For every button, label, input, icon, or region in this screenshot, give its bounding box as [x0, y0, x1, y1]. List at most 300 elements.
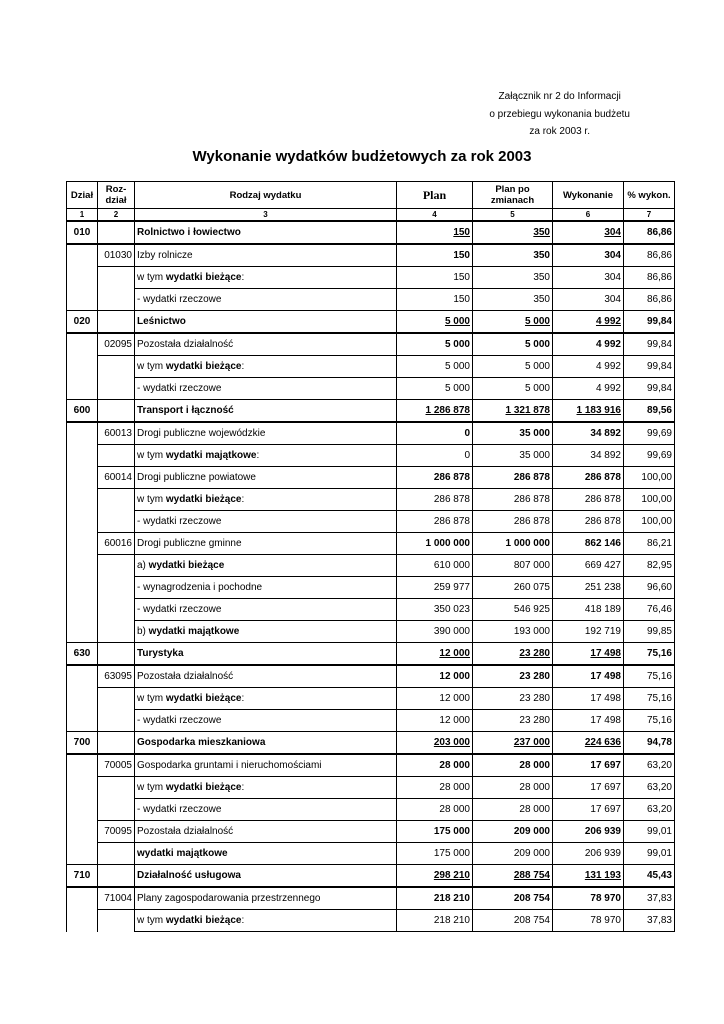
detail-bold: wydatki bieżące — [165, 272, 242, 283]
cell-plan: 28 000 — [397, 799, 473, 821]
cell-proc: 86,86 — [624, 289, 675, 311]
detail-prefix: - wydatki rzeczowe — [137, 383, 222, 394]
detail-row — [67, 445, 675, 467]
col-number: 2 — [98, 209, 135, 222]
cell-proc: 100,00 — [624, 489, 675, 511]
annex-line-3: za rok 2003 r. — [529, 126, 590, 137]
cell-plan-value: 1 286 878 — [425, 405, 470, 416]
cell-dzial — [67, 378, 98, 400]
cell-wykonanie: 206 939 — [553, 843, 624, 865]
detail-suffix: : — [241, 693, 245, 704]
annex-line-1: Załącznik nr 2 do Informacji — [498, 91, 621, 102]
cell-plan: 28 000 — [397, 754, 473, 777]
cell-plan-po: 28 000 — [473, 777, 553, 799]
cell-dzial — [67, 555, 98, 577]
cell-rozdzial — [98, 621, 135, 643]
cell-plan-value: 203 000 — [433, 737, 470, 748]
subsection-row — [67, 333, 675, 356]
cell-dzial — [67, 467, 98, 489]
cell-rodzaj — [135, 843, 397, 865]
cell-dzial — [67, 533, 98, 555]
cell-plan: 610 000 — [397, 555, 473, 577]
cell-proc: 37,83 — [624, 887, 675, 910]
cell-rodzaj: Drogi publiczne wojewódzkie — [135, 422, 397, 445]
cell-proc: 99,69 — [624, 422, 675, 445]
cell-rodzaj: Turystyka — [135, 643, 397, 666]
cell-plan-po: 5 000 — [473, 333, 553, 356]
cell-rozdzial — [98, 489, 135, 511]
cell-plan: 350 023 — [397, 599, 473, 621]
cell-rozdzial — [98, 910, 135, 932]
cell-plan: 175 000 — [397, 843, 473, 865]
detail-row — [67, 289, 675, 311]
cell-plan-po-value: 237 000 — [513, 737, 550, 748]
header-wykonanie: Wykonanie — [553, 182, 624, 209]
cell-plan-po: 35 000 — [473, 422, 553, 445]
cell-plan-po: 286 878 — [473, 489, 553, 511]
cell-rozdzial — [98, 378, 135, 400]
cell-plan-po-value: 5 000 — [524, 316, 550, 327]
cell-plan-po: 193 000 — [473, 621, 553, 643]
detail-prefix: b) — [137, 626, 149, 637]
cell-wykonanie: 17 498 — [553, 710, 624, 732]
cell-plan — [397, 311, 473, 334]
cell-dzial — [67, 422, 98, 445]
cell-rodzaj — [135, 688, 397, 710]
cell-rodzaj — [135, 445, 397, 467]
cell-plan-po: 28 000 — [473, 799, 553, 821]
cell-plan: 259 977 — [397, 577, 473, 599]
cell-dzial: 630 — [67, 643, 98, 666]
cell-proc: 63,20 — [624, 754, 675, 777]
cell-wykonanie: 304 — [553, 244, 624, 267]
cell-plan-po — [473, 643, 553, 666]
col-number: 1 — [67, 209, 98, 222]
cell-proc: 63,20 — [624, 799, 675, 821]
cell-plan-po: 5 000 — [473, 378, 553, 400]
header-plan: Plan — [397, 182, 473, 209]
detail-bold: wydatki bieżące — [165, 361, 242, 372]
detail-row — [67, 378, 675, 400]
cell-rozdzial: 01030 — [98, 244, 135, 267]
cell-plan: 28 000 — [397, 777, 473, 799]
cell-dzial — [67, 821, 98, 843]
cell-plan-value: 298 210 — [433, 870, 470, 881]
cell-rozdzial — [98, 221, 135, 244]
cell-proc: 37,83 — [624, 910, 675, 932]
cell-proc: 96,60 — [624, 577, 675, 599]
cell-rozdzial — [98, 710, 135, 732]
cell-plan-po-value: 350 — [533, 227, 550, 238]
cell-wykonanie: 17 498 — [553, 688, 624, 710]
header-plan-po: Plan po zmianach — [473, 182, 553, 209]
cell-plan-po: 286 878 — [473, 511, 553, 533]
cell-proc: 86,86 — [624, 244, 675, 267]
detail-bold: wydatki majątkowe — [137, 848, 228, 859]
detail-suffix: : — [241, 915, 245, 926]
page-title: Wykonanie wydatków budżetowych za rok 2003 — [192, 148, 532, 165]
subsection-row — [67, 244, 675, 267]
cell-plan — [397, 221, 473, 244]
cell-proc: 99,84 — [624, 378, 675, 400]
detail-prefix: - wydatki rzeczowe — [137, 604, 222, 615]
cell-plan-po: 546 925 — [473, 599, 553, 621]
cell-plan-po-value: 23 280 — [519, 648, 550, 659]
detail-bold: wydatki bieżące — [165, 494, 242, 505]
col-number: 5 — [473, 209, 553, 222]
cell-dzial — [67, 710, 98, 732]
cell-wykonanie: 17 697 — [553, 754, 624, 777]
column-number-row — [67, 209, 675, 222]
detail-row — [67, 577, 675, 599]
cell-dzial — [67, 843, 98, 865]
cell-wykonanie: 34 892 — [553, 422, 624, 445]
cell-plan-po: 350 — [473, 244, 553, 267]
detail-row — [67, 267, 675, 289]
cell-plan-po — [473, 221, 553, 244]
cell-plan: 390 000 — [397, 621, 473, 643]
header-dzial: Dział — [67, 182, 98, 209]
detail-suffix: : — [241, 494, 245, 505]
cell-rozdzial: 60013 — [98, 422, 135, 445]
cell-rodzaj: Transport i łączność — [135, 400, 397, 423]
cell-rozdzial — [98, 843, 135, 865]
cell-rodzaj: Pozostała działalność — [135, 333, 397, 356]
col-number: 3 — [135, 209, 397, 222]
cell-proc: 75,16 — [624, 665, 675, 688]
cell-rozdzial: 02095 — [98, 333, 135, 356]
cell-rozdzial: 71004 — [98, 887, 135, 910]
cell-dzial — [67, 688, 98, 710]
cell-plan-value: 12 000 — [439, 648, 470, 659]
cell-plan: 286 878 — [397, 467, 473, 489]
col-number: 6 — [553, 209, 624, 222]
cell-plan: 150 — [397, 244, 473, 267]
cell-rodzaj — [135, 356, 397, 378]
cell-plan-po: 209 000 — [473, 821, 553, 843]
cell-dzial: 710 — [67, 865, 98, 888]
detail-row — [67, 621, 675, 643]
cell-rodzaj: Izby rolnicze — [135, 244, 397, 267]
section-row — [67, 221, 675, 244]
cell-rodzaj: Drogi publiczne powiatowe — [135, 467, 397, 489]
cell-wykonanie: 34 892 — [553, 445, 624, 467]
detail-prefix: - wydatki rzeczowe — [137, 715, 222, 726]
cell-dzial: 600 — [67, 400, 98, 423]
cell-wykonanie: 251 238 — [553, 577, 624, 599]
cell-dzial — [67, 599, 98, 621]
cell-proc: 75,16 — [624, 688, 675, 710]
cell-plan: 286 878 — [397, 511, 473, 533]
cell-wykonanie: 192 719 — [553, 621, 624, 643]
cell-rodzaj: Gospodarka gruntami i nieruchomościami — [135, 754, 397, 777]
cell-dzial — [67, 289, 98, 311]
cell-proc: 89,56 — [624, 400, 675, 423]
subsection-row — [67, 665, 675, 688]
cell-proc: 94,78 — [624, 732, 675, 755]
cell-dzial — [67, 267, 98, 289]
cell-proc: 45,43 — [624, 865, 675, 888]
cell-proc: 82,95 — [624, 555, 675, 577]
cell-proc: 99,84 — [624, 311, 675, 334]
cell-wykonanie-value: 224 636 — [584, 737, 621, 748]
cell-plan-po: 260 075 — [473, 577, 553, 599]
cell-dzial — [67, 665, 98, 688]
cell-wykonanie-value: 1 183 916 — [576, 405, 621, 416]
section-row — [67, 400, 675, 423]
cell-wykonanie — [553, 400, 624, 423]
detail-prefix: w tym — [137, 272, 166, 283]
cell-plan — [397, 732, 473, 755]
cell-rodzaj — [135, 710, 397, 732]
detail-row — [67, 910, 675, 932]
cell-wykonanie: 206 939 — [553, 821, 624, 843]
cell-plan: 218 210 — [397, 910, 473, 932]
cell-proc: 86,21 — [624, 533, 675, 555]
detail-bold: wydatki bieżące — [165, 782, 242, 793]
cell-wykonanie: 286 878 — [553, 467, 624, 489]
cell-dzial — [67, 777, 98, 799]
cell-proc: 100,00 — [624, 511, 675, 533]
detail-suffix: : — [241, 272, 245, 283]
cell-proc: 63,20 — [624, 777, 675, 799]
cell-plan — [397, 865, 473, 888]
detail-row — [67, 599, 675, 621]
cell-rodzaj: Drogi publiczne gminne — [135, 533, 397, 555]
cell-rozdzial: 60016 — [98, 533, 135, 555]
cell-rodzaj — [135, 910, 397, 932]
cell-wykonanie: 862 146 — [553, 533, 624, 555]
subsection-row — [67, 821, 675, 843]
cell-wykonanie-value: 17 498 — [590, 648, 621, 659]
cell-wykonanie: 286 878 — [553, 511, 624, 533]
cell-dzial — [67, 910, 98, 932]
detail-bold: wydatki majątkowe — [165, 450, 257, 461]
cell-plan: 5 000 — [397, 356, 473, 378]
cell-plan: 12 000 — [397, 665, 473, 688]
cell-plan-po-value: 288 754 — [513, 870, 550, 881]
cell-wykonanie — [553, 732, 624, 755]
cell-rozdzial — [98, 799, 135, 821]
annex-note — [489, 88, 630, 141]
header-row — [67, 182, 675, 209]
cell-plan-po — [473, 732, 553, 755]
cell-dzial — [67, 489, 98, 511]
detail-prefix: - wydatki rzeczowe — [137, 804, 222, 815]
cell-dzial — [67, 356, 98, 378]
cell-wykonanie: 4 992 — [553, 378, 624, 400]
cell-wykonanie: 669 427 — [553, 555, 624, 577]
detail-prefix: - wydatki rzeczowe — [137, 294, 222, 305]
detail-row — [67, 511, 675, 533]
subsection-row — [67, 754, 675, 777]
cell-rodzaj — [135, 777, 397, 799]
detail-prefix: w tym — [137, 450, 166, 461]
cell-plan-po: 23 280 — [473, 688, 553, 710]
cell-plan-po: 286 878 — [473, 467, 553, 489]
detail-bold: wydatki bieżące — [165, 915, 242, 926]
cell-rozdzial: 63095 — [98, 665, 135, 688]
cell-plan-po: 1 000 000 — [473, 533, 553, 555]
cell-dzial: 020 — [67, 311, 98, 334]
cell-wykonanie: 4 992 — [553, 356, 624, 378]
detail-row — [67, 688, 675, 710]
cell-wykonanie — [553, 643, 624, 666]
section-row — [67, 732, 675, 755]
cell-plan: 5 000 — [397, 378, 473, 400]
subsection-row — [67, 887, 675, 910]
cell-rodzaj — [135, 799, 397, 821]
detail-suffix: : — [241, 361, 245, 372]
cell-rodzaj — [135, 267, 397, 289]
cell-plan — [397, 400, 473, 423]
cell-proc: 99,84 — [624, 356, 675, 378]
cell-plan: 0 — [397, 422, 473, 445]
budget-table — [66, 181, 675, 932]
detail-prefix: w tym — [137, 494, 166, 505]
cell-dzial — [67, 621, 98, 643]
cell-rodzaj: Leśnictwo — [135, 311, 397, 334]
cell-rodzaj — [135, 378, 397, 400]
cell-rozdzial — [98, 688, 135, 710]
cell-rozdzial: 70005 — [98, 754, 135, 777]
cell-rodzaj — [135, 489, 397, 511]
cell-plan: 0 — [397, 445, 473, 467]
cell-wykonanie: 4 992 — [553, 333, 624, 356]
cell-plan-value: 150 — [453, 227, 470, 238]
detail-prefix: a) — [137, 560, 149, 571]
detail-row — [67, 799, 675, 821]
cell-wykonanie: 418 189 — [553, 599, 624, 621]
header-proc: % wykon. — [624, 182, 675, 209]
cell-wykonanie: 17 697 — [553, 777, 624, 799]
cell-rodzaj: Rolnictwo i łowiectwo — [135, 221, 397, 244]
annex-line-2: o przebiegu wykonania budżetu — [489, 108, 630, 120]
cell-wykonanie — [553, 311, 624, 334]
subsection-row — [67, 422, 675, 445]
cell-plan-po: 23 280 — [473, 710, 553, 732]
cell-rodzaj: Pozostała działalność — [135, 821, 397, 843]
cell-plan: 218 210 — [397, 887, 473, 910]
detail-row — [67, 710, 675, 732]
cell-proc: 75,16 — [624, 643, 675, 666]
detail-bold: wydatki bieżące — [165, 693, 242, 704]
cell-plan: 1 000 000 — [397, 533, 473, 555]
cell-rodzaj — [135, 621, 397, 643]
detail-prefix: w tym — [137, 693, 166, 704]
cell-wykonanie: 304 — [553, 267, 624, 289]
cell-proc: 99,01 — [624, 843, 675, 865]
cell-rozdzial — [98, 577, 135, 599]
cell-rozdzial — [98, 445, 135, 467]
col-number: 7 — [624, 209, 675, 222]
cell-rodzaj: Gospodarka mieszkaniowa — [135, 732, 397, 755]
detail-prefix: w tym — [137, 361, 166, 372]
cell-rozdzial — [98, 732, 135, 755]
section-row — [67, 643, 675, 666]
cell-plan-po: 35 000 — [473, 445, 553, 467]
cell-plan: 150 — [397, 267, 473, 289]
cell-wykonanie: 78 970 — [553, 887, 624, 910]
cell-rozdzial — [98, 356, 135, 378]
cell-dzial — [67, 511, 98, 533]
cell-dzial: 700 — [67, 732, 98, 755]
cell-rozdzial — [98, 311, 135, 334]
cell-wykonanie: 286 878 — [553, 489, 624, 511]
detail-prefix: w tym — [137, 782, 166, 793]
cell-plan-value: 5 000 — [444, 316, 470, 327]
detail-row — [67, 777, 675, 799]
col-number: 4 — [397, 209, 473, 222]
detail-suffix: : — [256, 450, 260, 461]
cell-proc: 99,84 — [624, 333, 675, 356]
cell-proc: 75,16 — [624, 710, 675, 732]
section-row — [67, 311, 675, 334]
cell-rodzaj: Działalność usługowa — [135, 865, 397, 888]
cell-wykonanie-value: 304 — [604, 227, 621, 238]
detail-bold: wydatki bieżące — [148, 560, 225, 571]
cell-rodzaj — [135, 577, 397, 599]
cell-plan-po: 350 — [473, 267, 553, 289]
detail-suffix: : — [241, 782, 245, 793]
cell-proc: 99,69 — [624, 445, 675, 467]
cell-dzial — [67, 754, 98, 777]
detail-prefix: - wydatki rzeczowe — [137, 516, 222, 527]
cell-proc: 76,46 — [624, 599, 675, 621]
cell-rodzaj: Pozostała działalność — [135, 665, 397, 688]
detail-row — [67, 843, 675, 865]
section-row — [67, 865, 675, 888]
cell-wykonanie: 17 697 — [553, 799, 624, 821]
cell-rozdzial — [98, 267, 135, 289]
cell-rodzaj: Plany zagospodarowania przestrzennego — [135, 887, 397, 910]
cell-plan-po: 208 754 — [473, 887, 553, 910]
cell-rodzaj — [135, 599, 397, 621]
cell-rodzaj — [135, 511, 397, 533]
cell-wykonanie — [553, 865, 624, 888]
cell-wykonanie: 78 970 — [553, 910, 624, 932]
cell-proc: 86,86 — [624, 267, 675, 289]
cell-rozdzial — [98, 555, 135, 577]
cell-rozdzial — [98, 400, 135, 423]
cell-proc: 99,85 — [624, 621, 675, 643]
cell-plan-po: 208 754 — [473, 910, 553, 932]
subsection-row — [67, 467, 675, 489]
detail-prefix: - wynagrodzenia i pochodne — [137, 582, 263, 593]
cell-wykonanie-value: 4 992 — [595, 316, 621, 327]
cell-plan: 5 000 — [397, 333, 473, 356]
cell-dzial — [67, 333, 98, 356]
cell-dzial — [67, 244, 98, 267]
cell-plan-po: 209 000 — [473, 843, 553, 865]
cell-dzial — [67, 799, 98, 821]
cell-rodzaj — [135, 555, 397, 577]
cell-plan-po-value: 1 321 878 — [505, 405, 550, 416]
cell-rozdzial — [98, 865, 135, 888]
cell-proc: 100,00 — [624, 467, 675, 489]
cell-rozdzial — [98, 599, 135, 621]
cell-plan: 12 000 — [397, 688, 473, 710]
detail-prefix: w tym — [137, 915, 166, 926]
cell-plan-po — [473, 311, 553, 334]
detail-row — [67, 356, 675, 378]
cell-dzial — [67, 577, 98, 599]
cell-rozdzial: 60014 — [98, 467, 135, 489]
cell-rozdzial — [98, 511, 135, 533]
cell-dzial — [67, 887, 98, 910]
subsection-row — [67, 533, 675, 555]
cell-wykonanie: 17 498 — [553, 665, 624, 688]
